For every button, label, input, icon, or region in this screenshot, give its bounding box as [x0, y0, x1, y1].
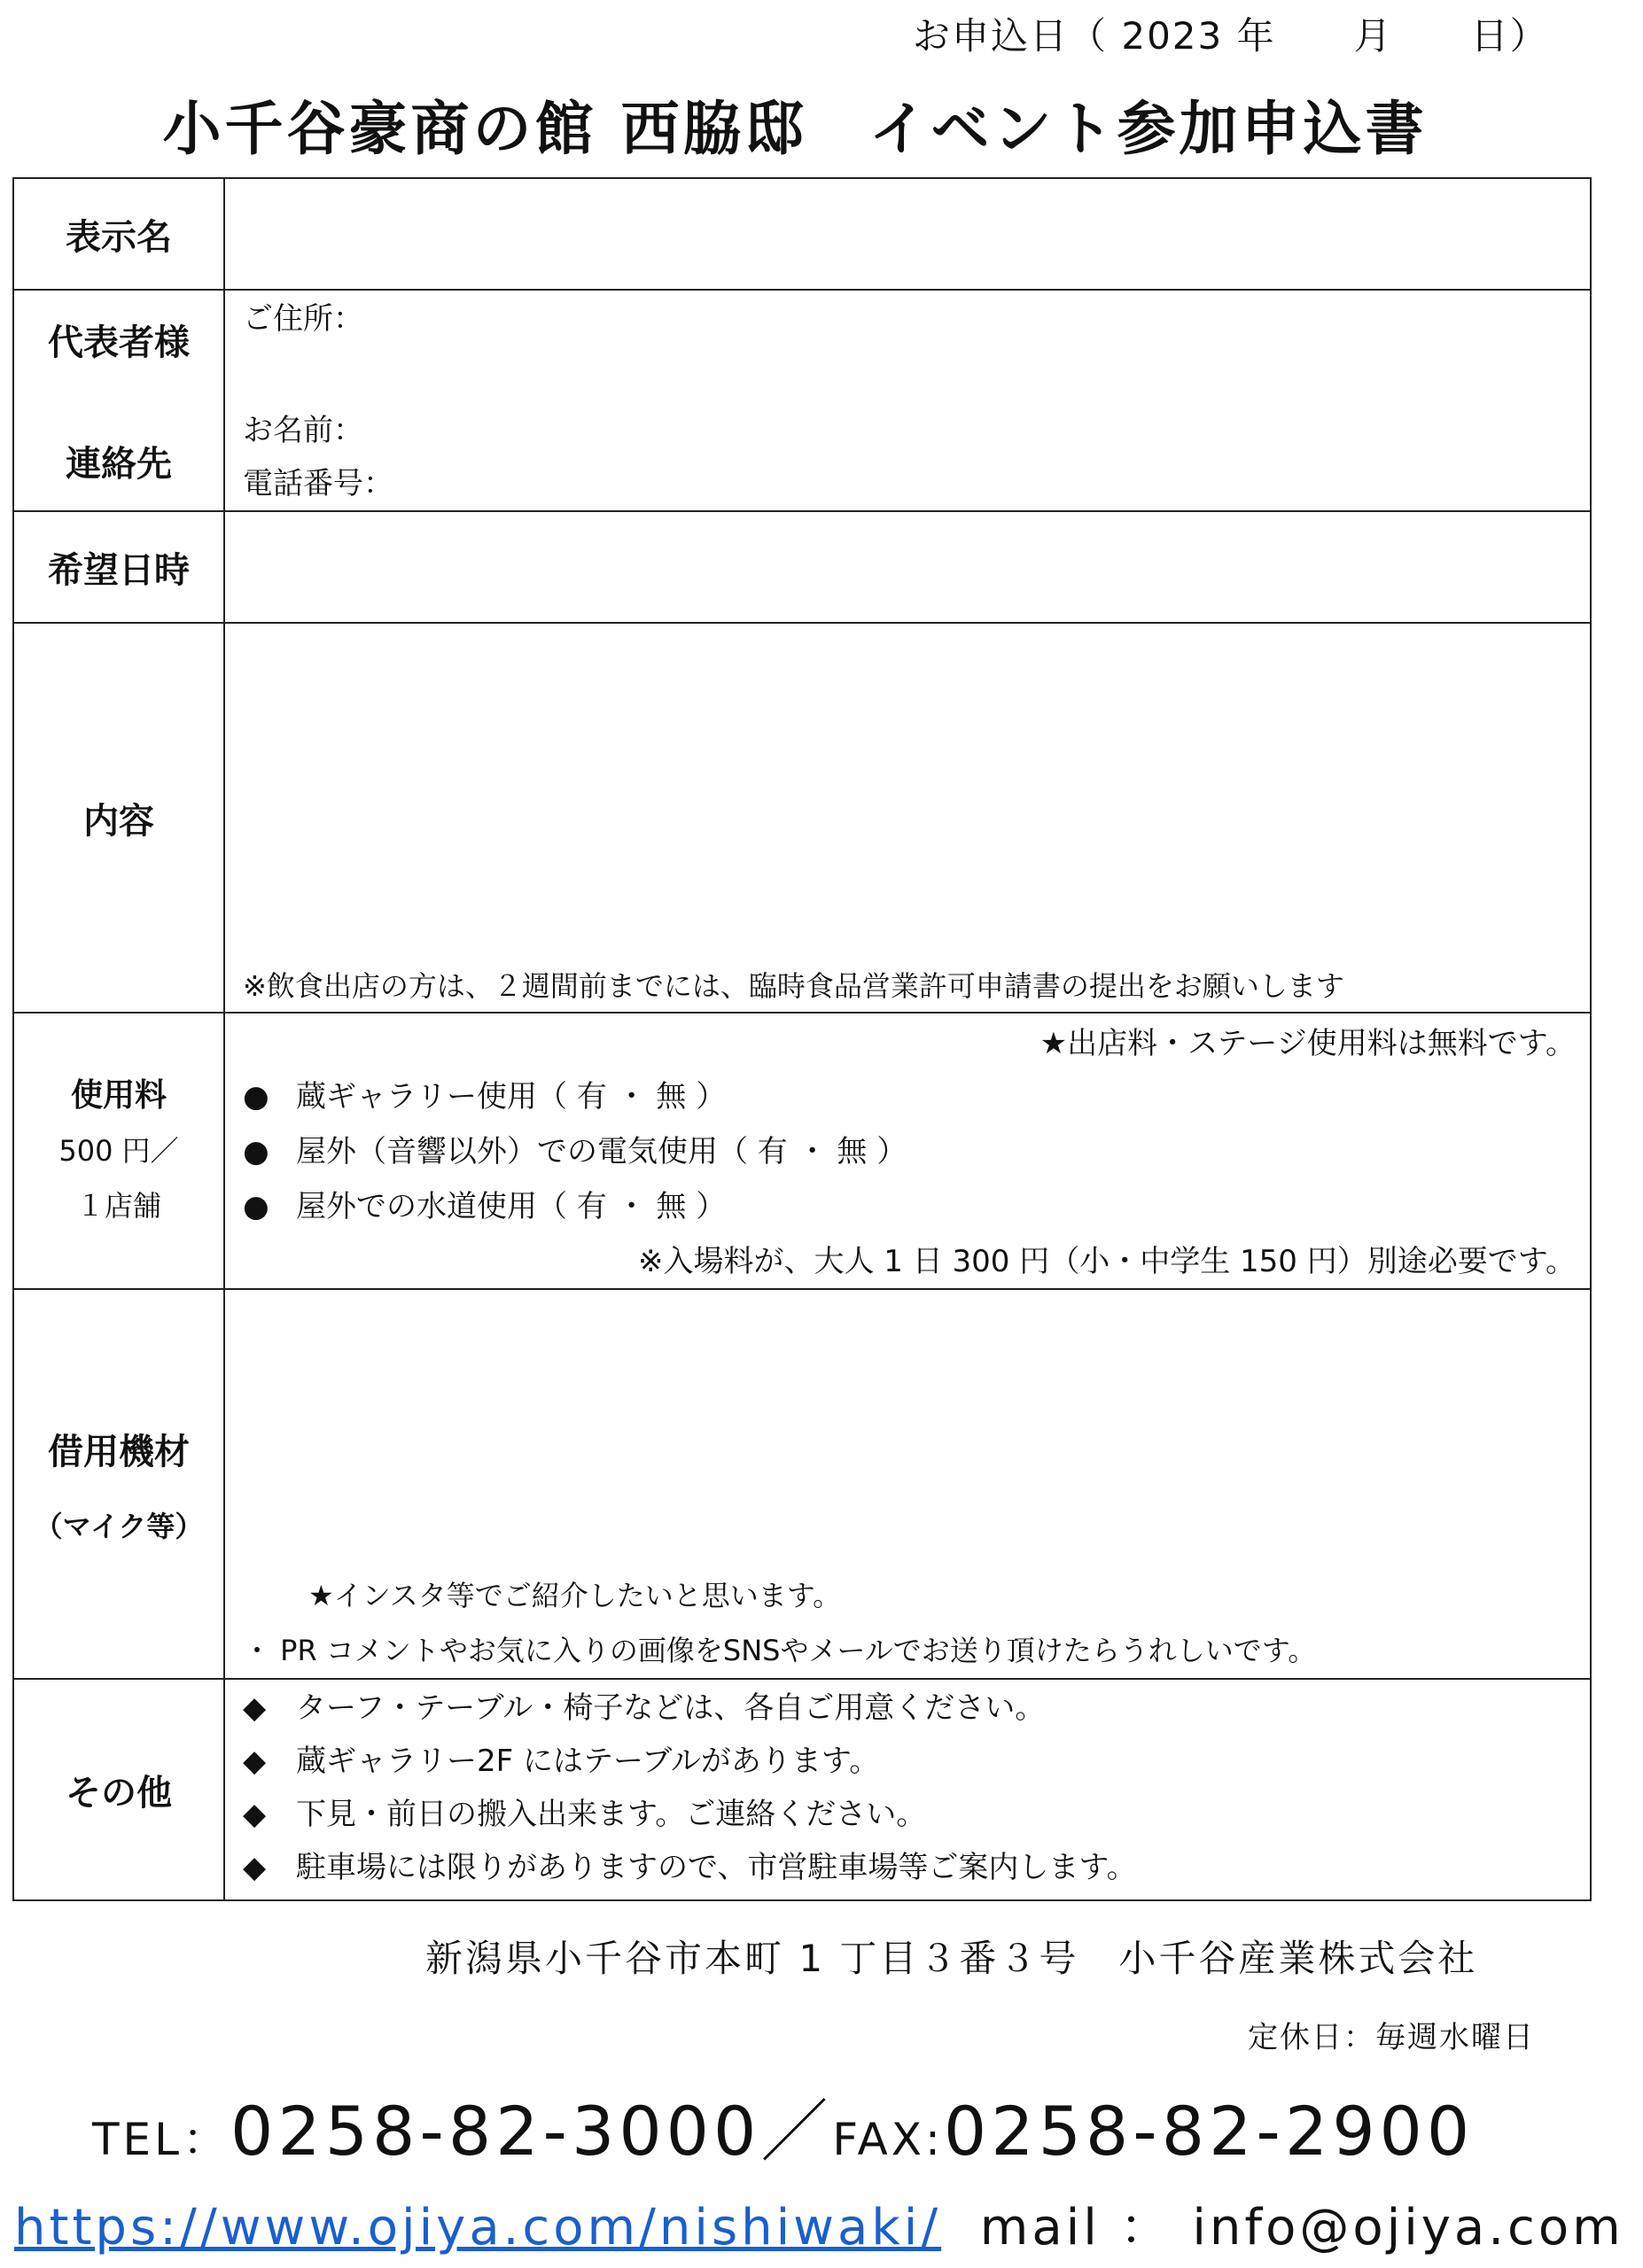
closed-day: 定休日：毎週水曜日 [1248, 2020, 1535, 2055]
row-date [13, 511, 1591, 623]
equipment-label-cell [13, 1289, 224, 1679]
bullet-icon: ● [243, 1079, 269, 1115]
address-field-label: ご住所： [243, 301, 363, 337]
display-name-field[interactable] [224, 178, 1591, 290]
date-label: 希望日時 [13, 511, 224, 623]
other-item: ◆ 下見・前日の搬入出来ます。ご連絡ください。 [243, 1797, 927, 1832]
mail-label: mail ： [979, 2199, 1173, 2256]
row-representative [13, 290, 1591, 511]
bullet-icon: ● [243, 1134, 269, 1169]
equipment-field[interactable] [224, 1289, 1591, 1679]
date-field[interactable] [224, 511, 1591, 623]
fee-field [224, 1013, 1591, 1289]
fee-option-gallery[interactable]: ● 蔵ギャラリー使用（ 有 ・ 無 ） [243, 1079, 727, 1115]
other-label: その他 [13, 1679, 224, 1900]
fee-label-cell [13, 1013, 224, 1289]
content-label: 内容 [13, 623, 224, 1013]
diamond-bullet-icon: ◆ [243, 1797, 267, 1832]
website-link[interactable]: https://www.ojiya.com/nishiwaki/ [14, 2199, 942, 2256]
fax-number: 0258-82-2900 [943, 2092, 1475, 2171]
fee-label: 使用料 [70, 1077, 167, 1114]
row-content [13, 623, 1591, 1013]
company-address: 新潟県小千谷市本町 1 丁目３番３号 小千谷産業株式会社 [425, 1937, 1478, 1980]
diamond-bullet-icon: ◆ [243, 1850, 267, 1885]
web-mail-line [14, 2188, 1624, 2259]
fax-label: FAX: [832, 2114, 944, 2165]
fee-option-electric[interactable]: ● 屋外（音響以外）での電気使用（ 有 ・ 無 ） [243, 1134, 907, 1169]
instagram-note: ★インスタ等でご紹介したいと思います。 [308, 1579, 842, 1612]
contact-label: 連絡先 [66, 444, 172, 485]
other-field [224, 1679, 1591, 1900]
diamond-bullet-icon: ◆ [243, 1744, 267, 1779]
row-other [13, 1679, 1591, 1900]
application-form-table [12, 177, 1592, 1901]
equipment-sub-label: （マイク等） [34, 1509, 204, 1543]
fee-unit-label: １店舗 [75, 1189, 161, 1223]
content-field[interactable] [224, 623, 1591, 1013]
application-date-line: お申込日（ 2023 年 月 日） [913, 14, 1549, 58]
diamond-bullet-icon: ◆ [243, 1690, 267, 1726]
food-permit-note: ※飲食出店の方は、２週間前までには、臨時食品営業許可申請書の提出をお願いします [243, 969, 1344, 1003]
name-field-label: お名前： [243, 413, 363, 448]
other-item: ◆ ターフ・テーブル・椅子などは、各自ご用意ください。 [243, 1690, 1046, 1726]
representative-field[interactable] [224, 290, 1591, 511]
phone-fax-line [92, 2078, 1474, 2174]
row-equipment [13, 1289, 1591, 1679]
equipment-label: 借用機材 [48, 1431, 190, 1472]
bullet-icon: ● [243, 1189, 269, 1224]
pr-note: ・ PR コメントやお気に入りの画像をSNSやメールでお送り頂けたらうれしいです。 [243, 1634, 1317, 1667]
separator: ／ [760, 2092, 833, 2171]
other-item: ◆ 蔵ギャラリー2F にはテーブルがあります。 [243, 1744, 880, 1779]
other-item: ◆ 駐車場には限りがありますので、市営駐車場等ご案内します。 [243, 1850, 1137, 1885]
email-address[interactable]: info@ojiya.com [1192, 2199, 1624, 2256]
fee-amount-label: 500 円／ [58, 1134, 179, 1168]
page-title: 小千谷豪商の館 西脇邸 イベント参加申込書 [162, 95, 1428, 163]
tel-label: TEL： [92, 2114, 230, 2165]
representative-label-cell [13, 290, 224, 511]
display-name-label: 表示名 [13, 178, 224, 290]
row-display-name [13, 178, 1591, 290]
phone-field-label: 電話番号： [243, 466, 393, 501]
row-fee [13, 1013, 1591, 1289]
admission-note: ※入場料が、大人 1 日 300 円（小・中学生 150 円）別途必要です。 [637, 1244, 1576, 1279]
tel-number[interactable]: 0258-82-3000 [230, 2092, 761, 2171]
fee-option-water[interactable]: ● 屋外での水道使用（ 有 ・ 無 ） [243, 1189, 727, 1224]
representative-label: 代表者様 [48, 322, 190, 363]
free-fee-note: ★出店料・ステージ使用料は無料です。 [1040, 1026, 1576, 1061]
